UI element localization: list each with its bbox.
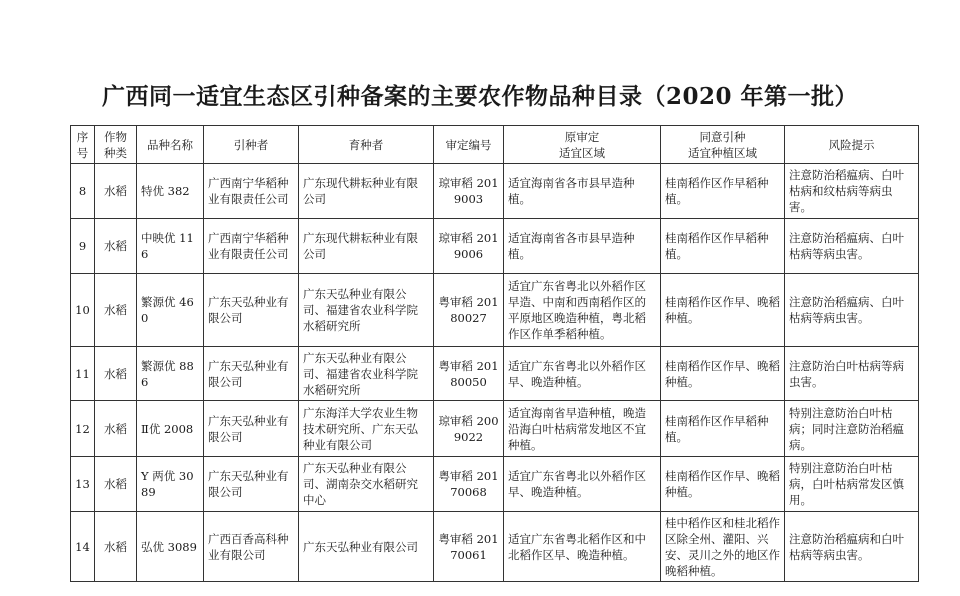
cell-risk: 注意防治稻瘟病、白叶枯病等病虫害。 xyxy=(785,274,919,347)
cell-crop: 水稻 xyxy=(95,219,137,274)
cell-orig-area: 适宜广东省粤北稻作区和中北稻作区早、晚造种植。 xyxy=(504,512,661,582)
cell-seq: 10 xyxy=(71,274,95,347)
cell-breeder: 广东海洋大学农业生物技术研究所、广东天弘种业有限公司 xyxy=(299,401,434,457)
cell-seq: 12 xyxy=(71,401,95,457)
cell-introducer: 广东天弘种业有限公司 xyxy=(204,274,299,347)
table-row xyxy=(71,219,919,274)
cell-variety: 繁源优 460 xyxy=(137,274,204,347)
cell-approval: 琼审稻 2009022 xyxy=(434,401,504,457)
table-row xyxy=(71,401,919,457)
cell-breeder: 广东天弘种业有限公司、福建省农业科学院水稻研究所 xyxy=(299,274,434,347)
cell-seq: 8 xyxy=(71,164,95,219)
table-row xyxy=(71,347,919,401)
cell-breeder: 广东天弘种业有限公司 xyxy=(299,512,434,582)
cell-new-area: 桂中稻作区和桂北稻作区除全州、灌阳、兴安、灵川之外的地区作晚稻种植。 xyxy=(661,512,785,582)
cell-orig-area: 适宜广东省粤北以外稻作区早、晚造种植。 xyxy=(504,347,661,401)
cell-breeder: 广东天弘种业有限公司、福建省农业科学院水稻研究所 xyxy=(299,347,434,401)
cell-new-area: 桂南稻作区作早稻种植。 xyxy=(661,164,785,219)
header-new-area: 同意引种 适宜种植区域 xyxy=(661,126,785,164)
cell-seq: 14 xyxy=(71,512,95,582)
cell-approval: 琼审稻 2019003 xyxy=(434,164,504,219)
header-crop: 作物 种类 xyxy=(95,126,137,164)
cell-risk: 注意防治稻瘟病和白叶枯病等病虫害。 xyxy=(785,512,919,582)
table-row xyxy=(71,164,919,219)
cell-new-area: 桂南稻作区作早稻种植。 xyxy=(661,219,785,274)
cell-variety: 中映优 116 xyxy=(137,219,204,274)
cell-variety: 繁源优 886 xyxy=(137,347,204,401)
table-header-row xyxy=(71,126,919,164)
table-row xyxy=(71,274,919,347)
cell-crop: 水稻 xyxy=(95,164,137,219)
cell-breeder: 广东天弘种业有限公司、湖南杂交水稻研究中心 xyxy=(299,457,434,512)
cell-crop: 水稻 xyxy=(95,347,137,401)
cell-risk: 特别注意防治白叶枯病；同时注意防治稻瘟病。 xyxy=(785,401,919,457)
cell-variety: Ⅱ优 2008 xyxy=(137,401,204,457)
cell-introducer: 广西南宁华稻种业有限责任公司 xyxy=(204,164,299,219)
cell-orig-area: 适宜海南省各市县早造种植。 xyxy=(504,164,661,219)
header-introducer: 引种者 xyxy=(204,126,299,164)
cell-orig-area: 适宜广东省粤北以外稻作区早、晚造种植。 xyxy=(504,457,661,512)
page-title: 广西同一适宜生态区引种备案的主要农作物品种目录（2020 年第一批） xyxy=(101,83,859,110)
cell-approval: 粤审稻 20170061 xyxy=(434,512,504,582)
cell-crop: 水稻 xyxy=(95,512,137,582)
cell-approval: 粤审稻 20180027 xyxy=(434,274,504,347)
cell-risk: 注意防治稻瘟病、白叶枯病等病虫害。 xyxy=(785,219,919,274)
cell-orig-area: 适宜海南省早造种植，晚造沿海白叶枯病常发地区不宜种植。 xyxy=(504,401,661,457)
cell-approval: 粤审稻 20170068 xyxy=(434,457,504,512)
table-row xyxy=(71,457,919,512)
cell-orig-area: 适宜广东省粤北以外稻作区早造、中南和西南稻作区的平原地区晚造种植，粤北稻作区作单季稻种植。 xyxy=(504,274,661,347)
cell-seq: 9 xyxy=(71,219,95,274)
header-approval: 审定编号 xyxy=(434,126,504,164)
header-variety: 品种名称 xyxy=(137,126,204,164)
cell-approval: 琼审稻 2019006 xyxy=(434,219,504,274)
cell-introducer: 广东天弘种业有限公司 xyxy=(204,457,299,512)
cell-crop: 水稻 xyxy=(95,401,137,457)
cell-orig-area: 适宜海南省各市县早造种植。 xyxy=(504,219,661,274)
cell-approval: 粤审稻 20180050 xyxy=(434,347,504,401)
cell-introducer: 广西南宁华稻种业有限责任公司 xyxy=(204,219,299,274)
header-risk: 风险提示 xyxy=(785,126,919,164)
header-breeder: 育种者 xyxy=(299,126,434,164)
cell-risk: 注意防治白叶枯病等病虫害。 xyxy=(785,347,919,401)
header-orig-area: 原审定 适宜区域 xyxy=(504,126,661,164)
cell-new-area: 桂南稻作区作早、晚稻种植。 xyxy=(661,457,785,512)
cell-new-area: 桂南稻作区作早稻种植。 xyxy=(661,401,785,457)
cell-risk: 注意防治稻瘟病、白叶枯病和纹枯病等病虫害。 xyxy=(785,164,919,219)
cell-crop: 水稻 xyxy=(95,274,137,347)
cell-introducer: 广东天弘种业有限公司 xyxy=(204,401,299,457)
cell-new-area: 桂南稻作区作早、晚稻种植。 xyxy=(661,274,785,347)
cell-risk: 特别注意防治白叶枯病，白叶枯病常发区慎用。 xyxy=(785,457,919,512)
cell-variety: 弘优 3089 xyxy=(137,512,204,582)
cell-seq: 13 xyxy=(71,457,95,512)
cell-seq: 11 xyxy=(71,347,95,401)
cell-variety: Y 两优 3089 xyxy=(137,457,204,512)
cell-new-area: 桂南稻作区作早、晚稻种植。 xyxy=(661,347,785,401)
cell-breeder: 广东现代耕耘种业有限公司 xyxy=(299,219,434,274)
cell-breeder: 广东现代耕耘种业有限公司 xyxy=(299,164,434,219)
table-row xyxy=(71,512,919,582)
cell-variety: 特优 382 xyxy=(137,164,204,219)
header-seq: 序 号 xyxy=(71,126,95,164)
cell-introducer: 广西百香高科种业有限公司 xyxy=(204,512,299,582)
cell-introducer: 广东天弘种业有限公司 xyxy=(204,347,299,401)
cell-crop: 水稻 xyxy=(95,457,137,512)
variety-table xyxy=(70,125,919,582)
